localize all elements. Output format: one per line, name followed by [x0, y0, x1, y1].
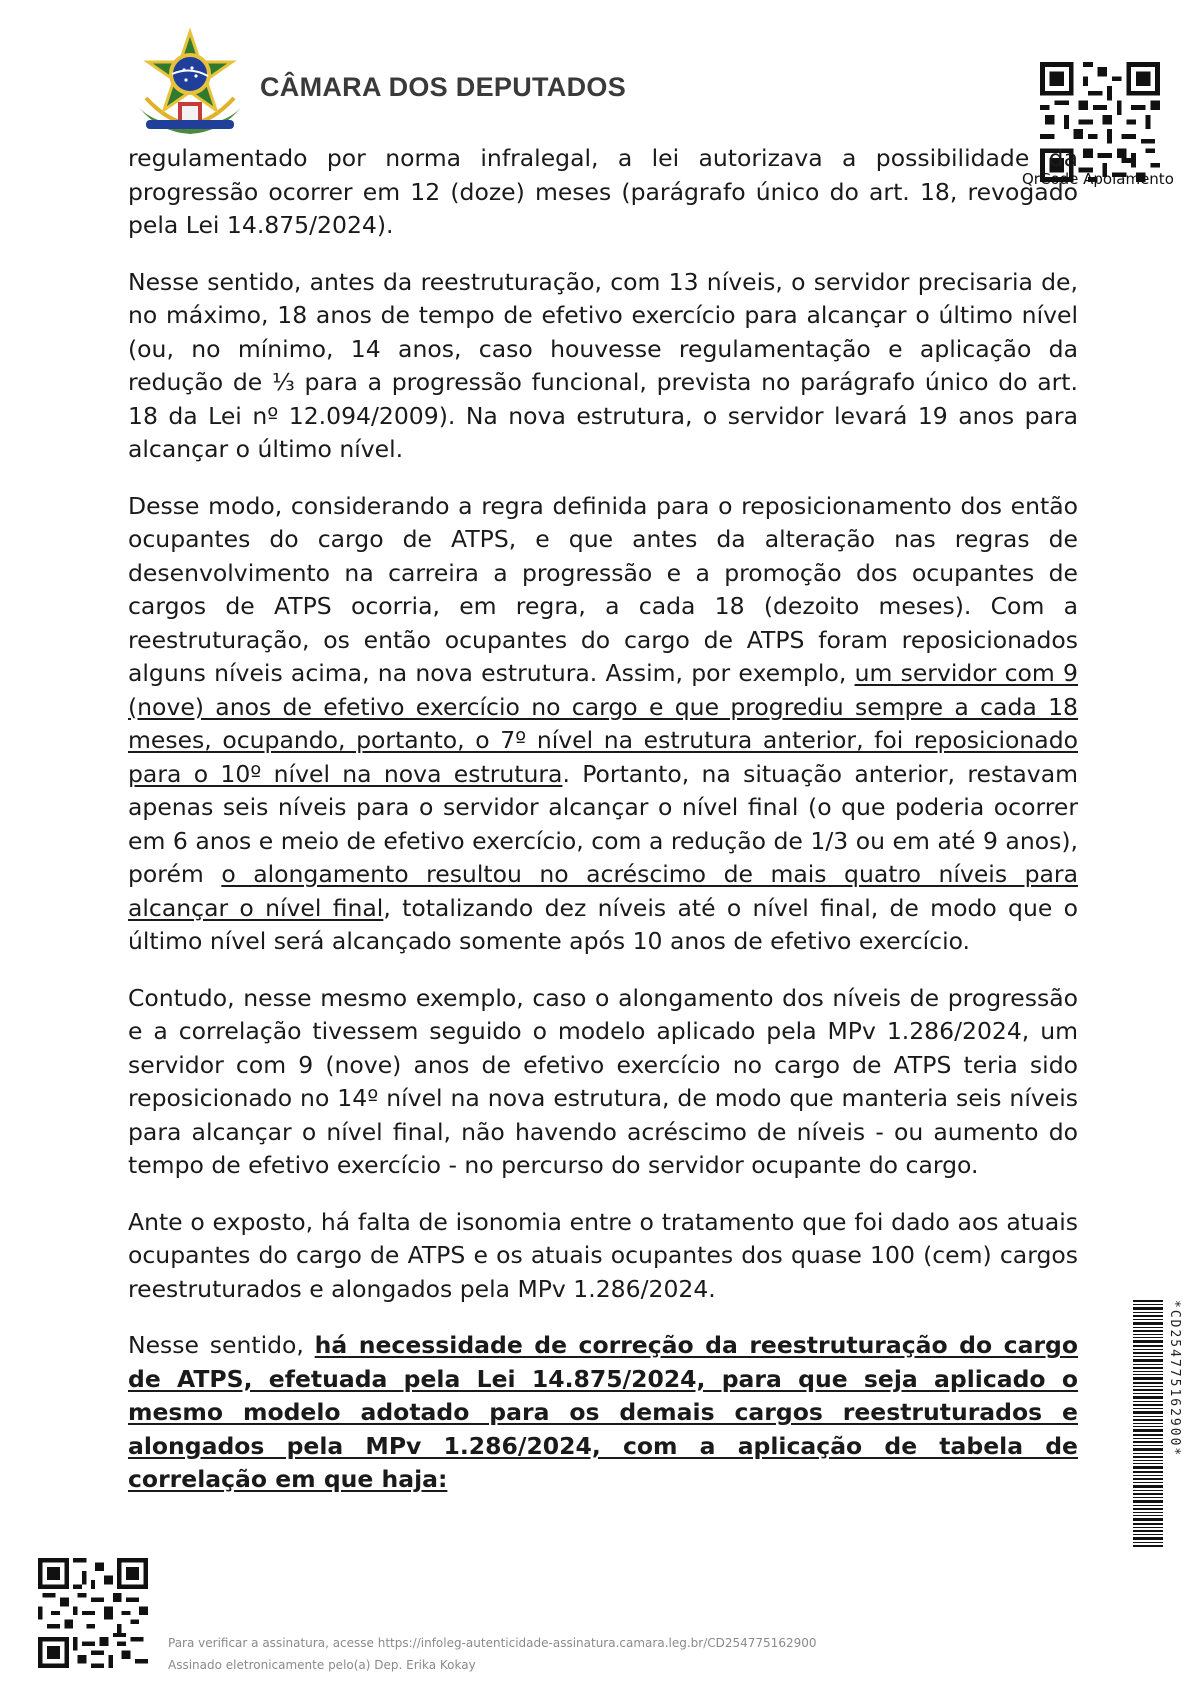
- paragraph: [128, 1329, 1078, 1497]
- paragraph: Contudo, nesse mesmo exemplo, caso o alongamento dos níveis de progressão e a correlação tivessem seguido o modelo aplicado pela MPv 1.286/2024, um servidor com 9 (nove) anos de efetivo exercício no cargo de ATPS teria sido reposicionado no 14º nível na nova estrutura, de modo que manteria seis níveis para alcançar o nível final, não havendo acréscimo de níveis - ou aumento do tempo de efetivo exercício - no percurso do servidor ocupante do cargo.: [128, 983, 1078, 1179]
- barcode-text: *CD254775162900*: [1167, 1300, 1182, 1458]
- paragraph: Ante o exposto, há falta de isonomia entre o tratamento que foi dado aos atuais ocupantes do cargo de ATPS e os atuais ocupantes dos quase 100 (cem) cargos reestruturados e alongados pela MPv 1.286/2024.: [128, 1207, 1078, 1303]
- bold-underlined-text: há necessidade de correção da reestruturação do cargo de ATPS, efetuada pela Lei 14.875/2024, para que seja aplicado o mesmo modelo adotado para os demais cargos reestruturados e alongados pela MPv 1.286/2024, com a aplicação de tabela de correlação em que haja:: [128, 1331, 1078, 1493]
- text-run: , totalizando dez níveis até o nível final, de modo que o último nível será alcançado somente após 10 anos de efetivo exercício.: [128, 893, 1078, 955]
- paragraph: regulamentado por norma infralegal, a lei autorizava a possibilidade da progressão ocorrer em 12 (doze) meses (parágrafo único do art. 18, revogado pela Lei 14.875/2024).: [128, 144, 1078, 239]
- text-run: Nesse sentido,: [128, 1331, 315, 1359]
- signed-by-text: Assinado eletronicamente pelo(a) Dep. Erika Kokay: [168, 1658, 476, 1672]
- verification-url-text: Para verificar a assinatura, acesse https://infoleg-autenticidade-assinatura.camara.leg.br/CD254775162900: [168, 1636, 817, 1650]
- underlined-text: o alongamento resultou no acréscimo de mais quatro níveis para alcançar o nível final: [128, 860, 1078, 922]
- paragraph: Nesse sentido, antes da reestruturação, com 13 níveis, o servidor precisaria de, no máximo, 18 anos de tempo de efetivo exercício para alcançar o último nível (ou, no mínimo, 14 anos, caso houvesse regulamentação e aplicação da redução de ⅓ para a progressão funcional, prevista no parágrafo único do art. 18 da Lei nº 12.094/2009). Na nova estrutura, o servidor levará 19 anos para alcançar o último nível.: [128, 267, 1078, 463]
- qr-code-label: QrCode Apoiamento: [1022, 170, 1174, 188]
- brasao-emblem: [128, 28, 253, 138]
- document-body: [128, 142, 1078, 1520]
- text-run: . Portanto, na situação anterior, restavam apenas seis níveis para o servidor alcançar o nível final (o que poderia ocorrer em 6 anos e meio de efetivo exercício, com a redução de 1/3 ou em até 9 anos), porém: [128, 759, 1079, 888]
- underlined-text: um servidor com 9 (nove) anos de efetivo exercício no cargo e que progrediu sempre a cada 18 meses, ocupando, portanto, o 7º nível na estrutura anterior, foi reposicionado para o 10º nível na nova estrutura: [128, 659, 1078, 788]
- page-header: [128, 28, 648, 138]
- paragraph: [128, 490, 1078, 959]
- org-name: CÂMARA DOS DEPUTADOS: [260, 72, 627, 102]
- signature-footer: [168, 1632, 868, 1676]
- qr-code-verification: [38, 1558, 148, 1668]
- text-run: Desse modo, considerando a regra definida para o reposicionamento dos então ocupantes do cargo de ATPS, e que antes da alteração nas regras de desenvolvimento na carreira a progressão e a promoção dos ocupantes de cargos de ATPS ocorria, em regra, a cada 18 (dezoito meses). Com a reestruturação, os então ocupantes do cargo de ATPS foram reposicionados alguns níveis acima, na nova estrutura. Assim, por exemplo,: [128, 491, 1078, 687]
